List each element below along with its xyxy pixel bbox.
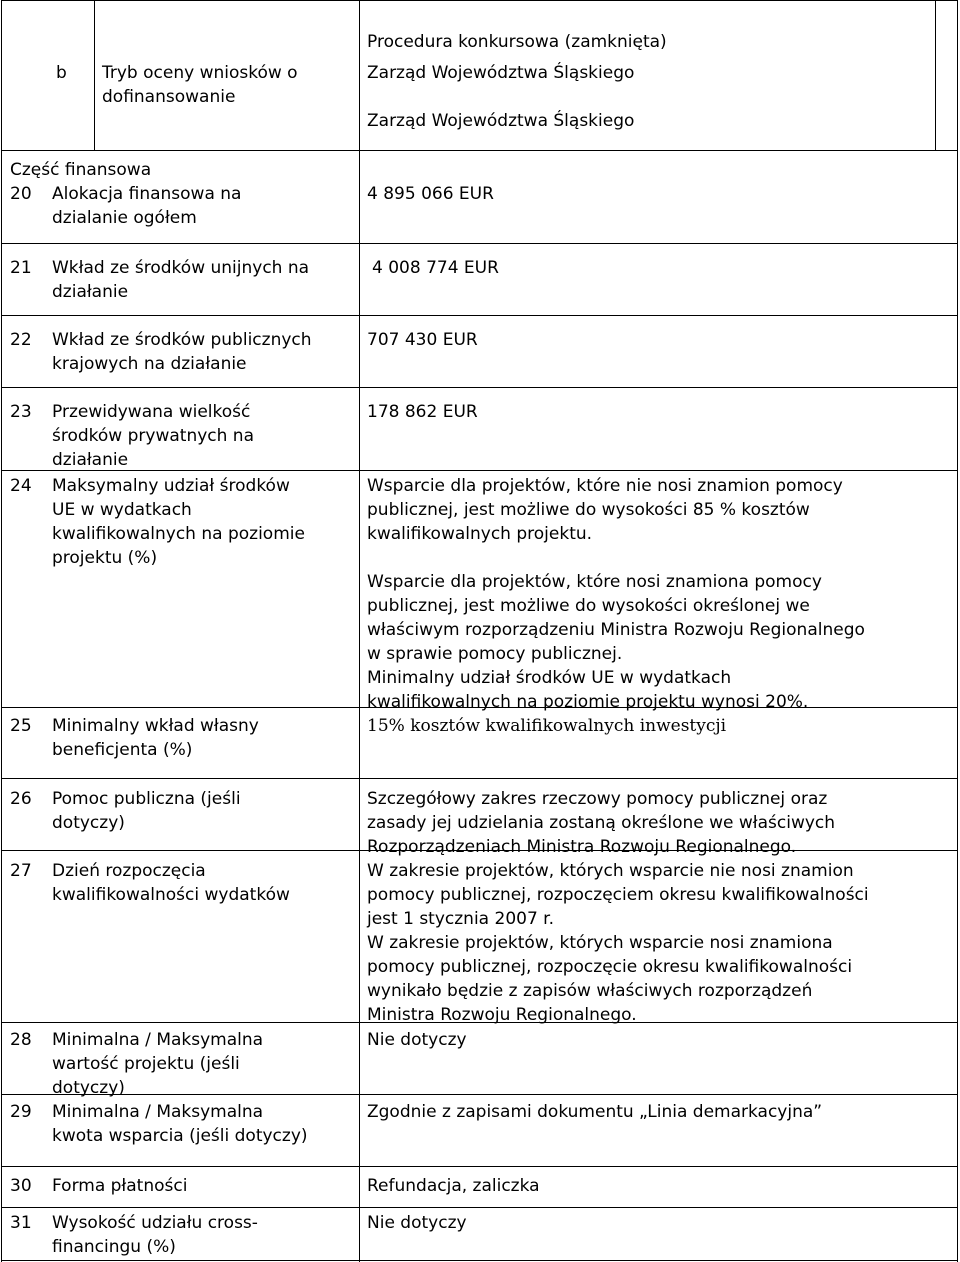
row-value-line: 4 008 774 EUR [372,258,499,278]
row-number: 30 [10,1176,32,1196]
row-value-line: Nie dotyczy [367,1213,467,1233]
row-number: 23 [10,402,32,422]
row-value-line: 178 862 EUR [367,402,478,422]
row-label-line: UE w wydatkach [52,500,192,520]
row-label-line: Forma płatności [52,1176,188,1196]
row-label-line: Wkład ze środków unijnych na [52,258,310,278]
row-label-line: działanie [52,282,129,302]
row-value-line: W zakresie projektów, których wsparcie nie nosi znamion [367,861,854,881]
row-value-line: 4 895 066 EUR [367,184,494,204]
row-value-line: Zarząd Województwa Śląskiego [367,111,635,131]
row-label-line: Wysokość udziału cross- [52,1213,258,1233]
row-number: b [56,63,67,83]
row-value-line: Minimalny udział środków UE w wydatkach [367,668,732,688]
row-value-line: właściwym rozporządzeniu Ministra Rozwoju Regionalnego [367,620,865,640]
row-label-line: Minimalny wkład własny [52,716,259,736]
row-number: 28 [10,1030,32,1050]
row-label-line: środków prywatnych na [52,426,254,446]
row-value-line: Zarząd Województwa Śląskiego [367,63,635,83]
row-value-line: Wsparcie dla projektów, które nie nosi znamion pomocy [367,476,843,496]
row-label-line: Dzień rozpoczęcia [52,861,206,881]
row-value-line: jest 1 stycznia 2007 r. [367,909,554,929]
row-value-line: Wsparcie dla projektów, które nosi znamiona pomocy [367,572,822,592]
row-value-line: w sprawie pomocy publicznej. [367,644,623,664]
row-value-line: zasady jej udzielania zostaną określone we właściwych [367,813,836,833]
row-label-line: dofinansowanie [102,87,236,107]
row-value-line: wynikało będzie z zapisów właściwych rozporządzeń [367,981,813,1001]
row-label-line: dotyczy) [52,813,125,833]
row-label-line: Alokacja finansowa na [52,184,242,204]
row-value-line: Rozporządzeniach Ministra Rozwoju Regionalnego. [367,837,797,857]
row-label-line: wartość projektu (jeśli [52,1054,240,1074]
row-number: 29 [10,1102,32,1122]
row-label-line: Wkład ze środków publicznych [52,330,312,350]
row-value-line: 15% kosztów kwalifikowalnych inwestycji [367,716,727,736]
row-value-line: Procedura konkursowa (zamknięta) [367,32,667,52]
section-title: Część finansowa [10,160,152,180]
row-label-line: Minimalna / Maksymalna [52,1030,264,1050]
row-value-line: W zakresie projektów, których wsparcie nosi znamiona [367,933,833,953]
row-label-line: kwota wsparcia (jeśli dotyczy) [52,1126,308,1146]
row-value-line: pomocy publicznej, rozpoczęcie okresu kwalifikowalności [367,957,853,977]
row-number: 20 [10,184,32,204]
row-value-line: 707 430 EUR [367,330,478,350]
row-number: 27 [10,861,32,881]
row-number: 26 [10,789,32,809]
row-label-line: projektu (%) [52,548,158,568]
row-number: 25 [10,716,32,736]
row-label-line: Tryb oceny wniosków o [102,63,298,83]
row-value-line: publicznej, jest możliwe do wysokości określonej we [367,596,810,616]
row-value-line: Szczegółowy zakres rzeczowy pomocy publicznej oraz [367,789,828,809]
row-number: 21 [10,258,32,278]
row-label-line: dotyczy) [52,1078,125,1098]
row-label-line: krajowych na działanie [52,354,247,374]
row-number: 22 [10,330,32,350]
row-label-line: financingu (%) [52,1237,176,1257]
row-value-line: Ministra Rozwoju Regionalnego. [367,1005,637,1025]
row-label-line: Przewidywana wielkość [52,402,251,422]
row-value-line: publicznej, jest możliwe do wysokości 85 % kosztów [367,500,810,520]
row-label-line: Maksymalny udział środków [52,476,290,496]
row-label-line: kwalifikowalności wydatków [52,885,290,905]
row-label-line: Minimalna / Maksymalna [52,1102,264,1122]
row-value-line: kwalifikowalnych projektu. [367,524,593,544]
row-label-line: kwalifikowalnych na poziomie [52,524,305,544]
row-value-line: Zgodnie z zapisami dokumentu „Linia demarkacyjna” [367,1102,823,1122]
row-label-line: Pomoc publiczna (jeśli [52,789,241,809]
row-value-line: kwalifikowalnych na poziomie projektu wynosi 20%. [367,692,809,712]
row-value-line: Nie dotyczy [367,1030,467,1050]
row-label-line: dzialanie ogółem [52,208,197,228]
row-value-line: pomocy publicznej, rozpoczęciem okresu kwalifikowalności [367,885,869,905]
row-label-line: działanie [52,450,129,470]
row-value-line: Refundacja, zaliczka [367,1176,540,1196]
row-number: 24 [10,476,32,496]
row-label-line: beneficjenta (%) [52,740,193,760]
row-number: 31 [10,1213,32,1233]
